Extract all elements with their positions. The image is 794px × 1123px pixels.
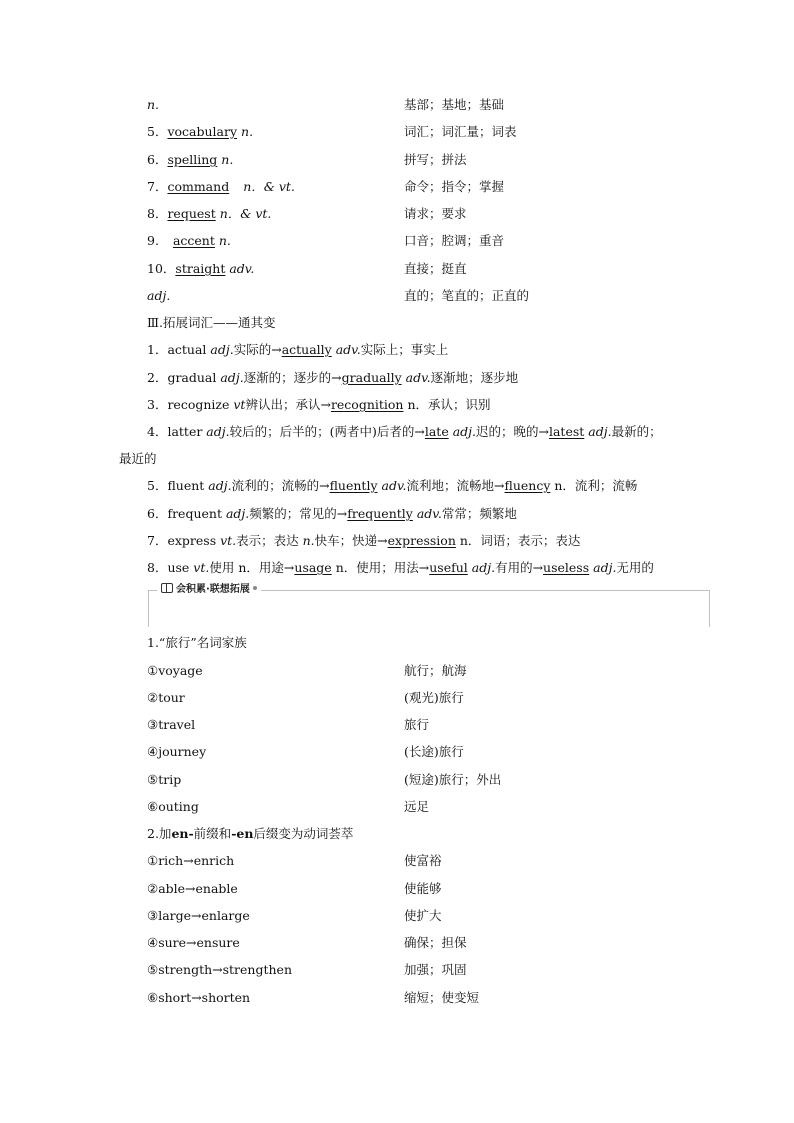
en-verb-row: ①rich→enrich 使富裕 xyxy=(147,853,442,868)
answer: fluency xyxy=(504,478,551,493)
vocab-row: 10．straight adv. 直接；挺直 xyxy=(147,261,467,276)
answer: expression xyxy=(387,533,456,548)
answer: usage xyxy=(294,560,332,575)
family-row: ③travel 旅行 xyxy=(147,717,430,732)
expand-item: 6．frequent adj.频繁的；常见的→frequently adv.常常；频繁地 xyxy=(147,506,517,521)
expand-item-wrap: 最近的 xyxy=(119,451,157,466)
en-verb-row: ⑤strength→strengthen 加强；巩固 xyxy=(147,962,467,977)
expand-item: 1．actual adj.实际的→actually adv.实际上；事实上 xyxy=(147,342,449,357)
expand-item: 8．use vt.使用 n．用途→usage n．使用；用法→useful adj.有用的→useless adj.无用的 xyxy=(147,560,654,575)
en-verb-row: ④sure→ensure 确保；担保 xyxy=(147,935,467,950)
vocab-row: n. 基部；基地；基础 xyxy=(147,97,505,112)
expand-item: 7．express vt.表示；表达 n.快车；快递→expression n．词语；表示；表达 xyxy=(147,533,581,548)
section-box-label: 会积累·联想拓展 xyxy=(157,583,261,597)
family-row: ④journey (长途)旅行 xyxy=(147,744,464,759)
en-verb-row: ②able→enable 使能够 xyxy=(147,881,442,896)
book-icon xyxy=(161,583,173,593)
answer: late xyxy=(424,424,449,439)
answer-accent: accent xyxy=(172,233,215,248)
answer-spelling: spelling xyxy=(167,152,218,167)
answer: recognition xyxy=(330,397,404,412)
expand-item: 2．gradual adj.逐渐的；逐步的→gradually adv.逐渐地；逐步地 xyxy=(147,370,519,385)
family-row: ①voyage 航行；航海 xyxy=(147,663,467,678)
family-row: ⑥outing 远足 xyxy=(147,799,430,814)
vocab-row: adj. 直的；笔直的；正直的 xyxy=(147,288,530,303)
vocab-row: 6．spelling n. 拼写；拼法 xyxy=(147,152,467,167)
expand-item: 5．fluent adj.流利的；流畅的→fluently adv.流利地；流畅地→fluency n．流利；流畅 xyxy=(147,478,638,493)
answer-straight: straight xyxy=(175,261,226,276)
vocab-row: 8．request n．& vt. 请求；要求 xyxy=(147,206,467,221)
vocab-row: 9. accent n. 口音；腔调；重音 xyxy=(147,233,505,248)
answer: fluently xyxy=(329,478,378,493)
answer-request: request xyxy=(167,206,216,221)
answer: gradually xyxy=(341,370,402,385)
answer: frequently xyxy=(347,506,413,521)
answer-vocabulary: vocabulary xyxy=(167,124,238,139)
en-verbs-title: 2.加en-前缀和-en后缀变为动词荟萃 xyxy=(147,826,354,841)
section-box xyxy=(148,584,710,627)
dot-icon xyxy=(253,586,257,590)
family-row: ②tour (观光)旅行 xyxy=(147,690,464,705)
expand-item: 4．latter adj.较后的；后半的；(两者中)后者的→late adj.迟的；晚的→latest adj.最新的； xyxy=(147,424,662,439)
answer: useful xyxy=(429,560,468,575)
expand-item: 3．recognize vt辨认出；承认→recognition n．承认；识别 xyxy=(147,397,491,412)
vocab-row: 7．command n．& vt. 命令；指令；掌握 xyxy=(147,179,505,194)
answer: useless xyxy=(543,560,590,575)
answer: actually xyxy=(281,342,332,357)
family-row: ⑤trip (短途)旅行；外出 xyxy=(147,772,502,787)
en-verb-row: ③large→enlarge 使扩大 xyxy=(147,908,442,923)
section-heading: Ⅲ.拓展词汇——通其变 xyxy=(147,315,276,330)
en-verb-row: ⑥short→shorten 缩短；使变短 xyxy=(147,990,480,1005)
answer-command: command xyxy=(167,179,230,194)
answer: latest xyxy=(548,424,585,439)
vocab-row: 5．vocabulary n. 词汇；词汇量；词表 xyxy=(147,124,517,139)
family-title: 1.“旅行”名词家族 xyxy=(147,635,247,650)
